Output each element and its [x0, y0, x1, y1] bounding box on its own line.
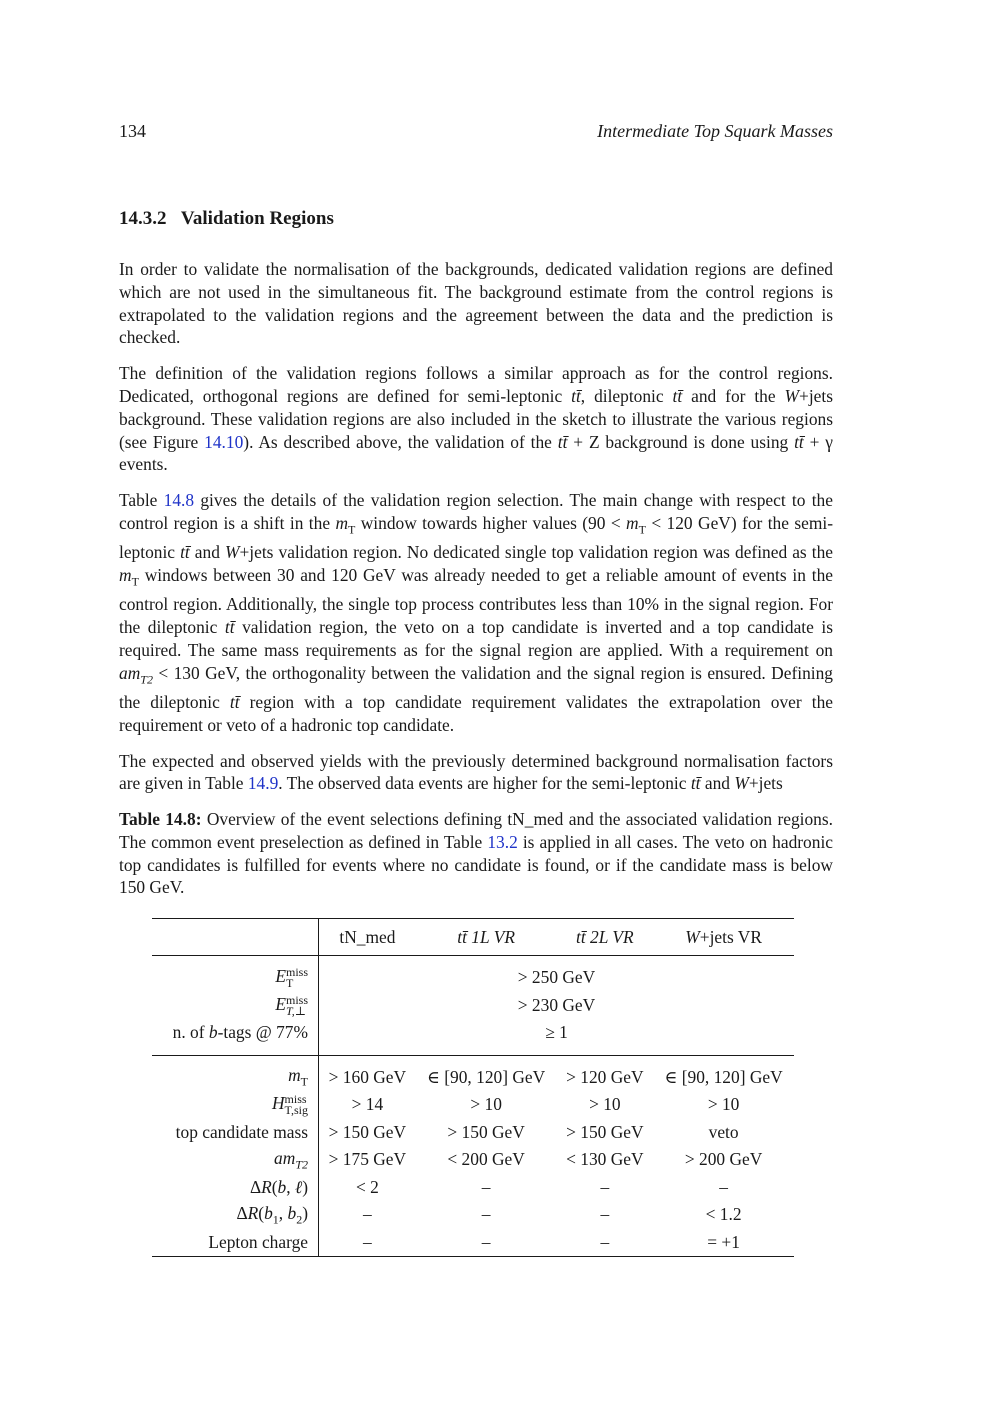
- table-row: [152, 1019, 794, 1047]
- table-cell: –: [600, 1231, 610, 1252]
- table-cell: > 230 GeV: [517, 994, 596, 1015]
- table-cell: > 10: [589, 1094, 621, 1115]
- table-cell: < 1.2: [705, 1204, 742, 1225]
- table-row: [152, 1174, 794, 1202]
- running-title: Intermediate Top Squark Masses: [597, 121, 833, 141]
- table-row: [152, 1229, 794, 1257]
- row-label: Emiss T,⊥: [152, 992, 319, 1020]
- table-cell: ≥ 1: [545, 1022, 568, 1043]
- table-caption: Table 14.8: Overview of the event selections defining tN_med and the associated validation regions. The common event preselection as defined in Table 13.2 is applied in all cases. The veto on hadronic top candidates is fulfilled for events where no candidate is found, or if the candidate mass is below 150 GeV.: [119, 809, 833, 898]
- paragraph-2: The definition of the validation regions follows a similar approach as for the control regions. Dedicated, orthogonal regions are defined for semi-leptonic tt̄, dileptonic tt̄ and for the W+jets background. These validation regions are also included in the sketch to illustrate the various regions (see Figure 14.10). As described above, the validation of the tt̄ + Z background is done using tt̄ + γ events.: [119, 363, 833, 475]
- section-title: Validation Regions: [180, 208, 334, 229]
- table-cell: –: [481, 1176, 491, 1197]
- row-label: Lepton charge: [152, 1229, 319, 1257]
- column-header: tt̄ 2L VR: [576, 926, 634, 947]
- table-cell: veto: [708, 1121, 739, 1142]
- paragraph-4: The expected and observed yields with the previously determined background normalisation factors are given in Table 14.9. The observed data events are higher for the semi-leptonic tt̄ and W+jets: [119, 750, 833, 794]
- row-label: $m_T$: [152, 1064, 319, 1092]
- table-cell: –: [363, 1204, 372, 1225]
- column-header: W+jets VR: [685, 926, 762, 947]
- row-label: $\Delta R(b_1$, $b_2$): [152, 1201, 319, 1229]
- caption-label: Table 14.8:: [119, 809, 202, 829]
- section-number: 14.3.2: [119, 208, 167, 229]
- table-cell: < 130 GeV: [566, 1149, 644, 1170]
- paragraph-3: Table 14.8 gives the details of the validation region selection. The main change with respect to the control region is a shift in the $m_T$ window towards higher values ($90 < m_T < 120$ GeV) for the semi-leptonic tt̄ and W+jets validation region. No dedicated single top validation region was defined as the $m_T$ windows between 30 and 120 GeV was already needed to get a reliable amount of events in the control region. Additionally, the single top process contributes less than 10% in the signal region. For the dileptonic tt̄ validation region, the veto on a top candidate is inverted and a top candidate is required. The same mass requirements as for the signal region are applied. With a requirement on $am_{T2} < 130$ GeV, the orthogonality between the validation and the signal region is ensured. Defining the dileptonic tt̄ region with a top candidate requirement validates the extrapolation over the requirement or veto of a hadronic top candidate.: [119, 490, 833, 735]
- section-heading: [119, 208, 334, 230]
- corner-cell: [152, 919, 319, 956]
- table-cell: > 150 GeV: [566, 1121, 644, 1142]
- table-header-row: [152, 919, 794, 956]
- page-number: 134: [119, 121, 146, 141]
- table-cell: > 120 GeV: [566, 1066, 644, 1087]
- table-cell: > 175 GeV: [328, 1149, 407, 1170]
- table-cell: > 150 GeV: [328, 1121, 407, 1142]
- row-label: ΔR(b, ℓ): [152, 1174, 319, 1202]
- table-cell: –: [363, 1231, 372, 1252]
- table-cell: ∈ [90, 120] GeV: [427, 1066, 546, 1087]
- row-label: $am_{T2}$: [152, 1146, 319, 1174]
- table-row: [152, 964, 794, 992]
- table-cell: > 160 GeV: [328, 1066, 407, 1087]
- table-cell: –: [481, 1204, 491, 1225]
- table-cell: > 250 GeV: [517, 967, 596, 988]
- column-header: tt̄ 1L VR: [457, 926, 515, 947]
- table-cell: < 2: [355, 1176, 379, 1197]
- table-row: [152, 992, 794, 1020]
- table-link[interactable]: 14.8: [163, 490, 195, 511]
- table-cell: < 200 GeV: [447, 1149, 525, 1170]
- figure-link[interactable]: 14.10: [204, 431, 244, 452]
- table-cell: = +1: [707, 1231, 740, 1252]
- table-cell: –: [600, 1176, 610, 1197]
- table-cell: > 200 GeV: [684, 1149, 763, 1170]
- table-row: [152, 1091, 794, 1119]
- body-text: [119, 258, 833, 808]
- selection-table: [152, 918, 794, 1257]
- table-cell: > 10: [707, 1094, 740, 1115]
- table-row: [152, 1201, 794, 1229]
- table-row: [152, 1146, 794, 1174]
- caption-table-link[interactable]: 13.2: [487, 831, 518, 852]
- table-row: [152, 1064, 794, 1092]
- table-row: [152, 1119, 794, 1147]
- table-cell: –: [600, 1204, 610, 1225]
- table-cell: ∈ [90, 120] GeV: [664, 1066, 783, 1087]
- table-cell: –: [719, 1176, 728, 1197]
- table-cell: –: [481, 1231, 491, 1252]
- column-header: tN_med: [339, 926, 396, 947]
- paragraph-1: In order to validate the normalisation of the backgrounds, dedicated validation regions are defined which are not used in the simultaneous fit. The background estimate from the control regions is extrapolated to the validation regions and the agreement between the data and the prediction is checked.: [119, 259, 833, 348]
- row-label: Emiss T: [152, 964, 319, 992]
- table-cell: > 14: [351, 1094, 384, 1115]
- row-label: n. of b-tags @ 77%: [152, 1019, 319, 1047]
- table-cell: > 10: [470, 1094, 502, 1115]
- row-label: top candidate mass: [152, 1119, 319, 1147]
- table-cell: > 150 GeV: [447, 1121, 525, 1142]
- table-link-2[interactable]: 14.9: [247, 773, 279, 794]
- row-label: Hmiss T,sig: [152, 1091, 319, 1119]
